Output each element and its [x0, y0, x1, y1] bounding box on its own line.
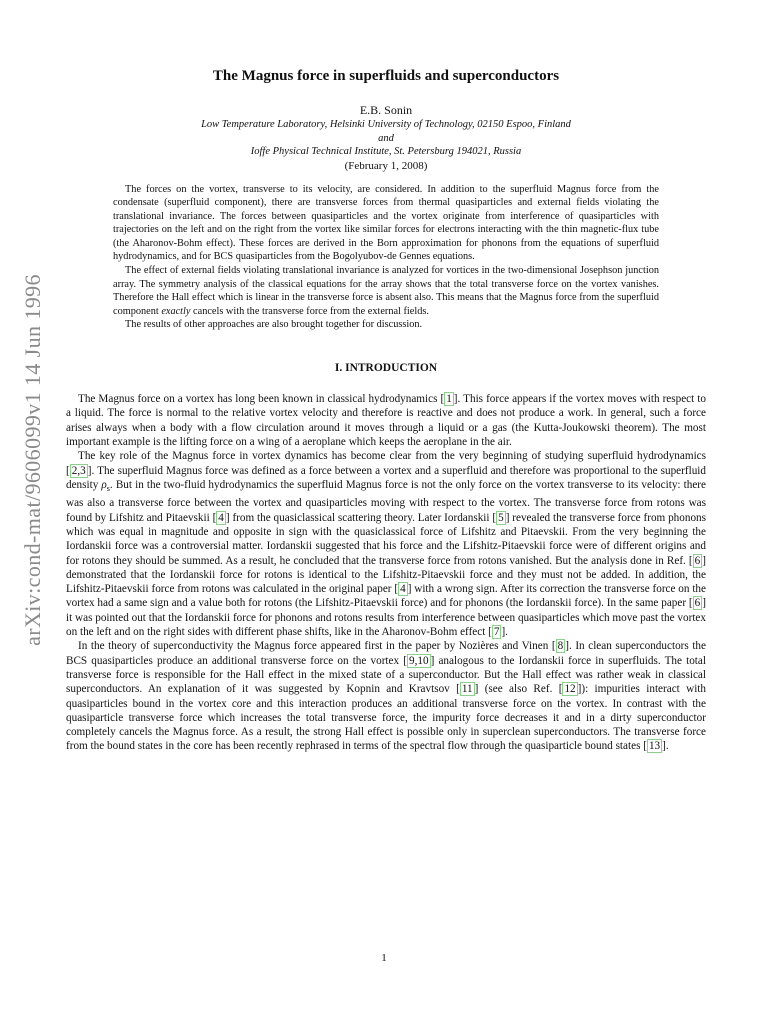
text: The Magnus force on a vortex has long been known in classical hydrodynamics [	[78, 393, 445, 406]
citation-link[interactable]: 4	[218, 511, 224, 524]
paper-page	[66, 60, 706, 754]
symbol-subscript: s	[106, 484, 110, 494]
abstract	[113, 183, 659, 333]
abstract-paragraph-1: The forces on the vortex, transverse to its velocity, are considered. In addition to the superfluid Magnus force from the condensate (superfluid component), there are transverse forces from thermal quasiparticles and external fields violating the translational invariance. The forces between quasiparticles and the vortex originate from interference of quasiparticles with trajectories on the left and on the right from the vortex like similar forces for electrons interacting with the thin magnetic-flux tube (the Aharonov-Bohm effect). These forces are derived in the Born approximation for phonons from the equations of superfluid hydrodynamics, and for BCS quasiparticles from the Bogolyubov-de Gennes equations.	[113, 183, 659, 263]
citation-link[interactable]: 2,3	[71, 464, 86, 477]
text: ] with a wrong sign. After its correction the transverse force on the vortex had a same sign and a value both for rotons (the Lifshitz-Pitaevskii force) and for phonons (the Iordanskii force). In the same paper [	[66, 583, 706, 610]
date: (February 1, 2008)	[344, 159, 428, 172]
citation-link[interactable]: 4	[400, 583, 406, 596]
paper-title: The Magnus force in superfluids and superconductors	[212, 68, 560, 84]
author: E.B. Sonin	[359, 103, 413, 117]
symbol-rho: ρ	[101, 478, 107, 491]
arxiv-sidebar-stamp	[18, 250, 48, 670]
text: ]. The superfluid Magnus force was defined as a force between a vortex and a superfluid and therefore was proportional to the superfluid density	[66, 464, 706, 491]
arxiv-identifier: arXiv:cond-mat/9606099v1 14 Jun 1996	[20, 274, 45, 646]
text: ]. This force appears if the vortex moves with respect to a liquid. The force is normal to the relative vortex velocity and therefore is reactive and does not produce a work. In general, such a force arises always when a body with a flow circulation around it moves through a liquid or a gas (the Kutta-Joukowski theorem). The most important example is the lifting force on a wing of a aeroplane which keeps the aeroplane in the air.	[66, 393, 706, 448]
citation-link[interactable]: 8	[557, 640, 564, 653]
abstract-paragraph-2	[113, 264, 659, 318]
affiliation-1: Low Temperature Laboratory, Helsinki University of Technology, 02150 Espoo, Finland	[201, 119, 571, 130]
text: ].	[501, 626, 508, 639]
text: ]): impurities interact with quasiparticles bound in the vortex core and this interaction produces an additional transverse force on the vortex. In contrast with the quasiparticle transverse force which increases the total transverse force, the impurity force decreases it and in a dirty superconductor completely cancels the Magnus force. As a result, the strong Hall effect is possible only in superclean superconductors. The transverse force from the bound states in the core has been recently rephrased in terms of the spectral flow through the quasiparticle bound states [	[66, 683, 707, 753]
citation-link[interactable]: 6	[694, 597, 701, 610]
abstract-text: cancels with the transverse force from the external fields.	[190, 305, 429, 317]
citation-link[interactable]: 7	[493, 626, 500, 639]
body-paragraph-3	[66, 639, 706, 753]
citation-link[interactable]: 1	[446, 393, 452, 406]
affiliation-and: and	[378, 132, 394, 144]
section-heading: I. INTRODUCTION	[334, 362, 438, 375]
text: ].	[662, 740, 669, 753]
text: ] it was pointed out that the Iordanskii force for phonons and rotons results from interference between quasiparticles which move past the vortex on the left and on the right sides with different phase shifts, like in the Aharonov-Bohm effect [	[66, 597, 706, 639]
text: ] revealed the transverse force from phonons which was equal in magnitude and opposite in sign with the quasiclassical force of Lifshitz and Pitaevskii. From the very beginning the Iordanskii force was a controversial matter. Iordanskii suggested that his force and the Lifshitz-Pitaevskii force were of different origins and for rotons they should be summed. As a result, he concluded that the transverse force from rotons vanished. But the analysis done in Ref. [	[66, 511, 706, 567]
text: ] demonstrated that the Iordanskii force for rotons is identical to the Lifshitz-Pitaevskii force and they must not be added. In addition, the Lifshitz-Pitaevskii force from rotons was calculated in the original paper [	[66, 554, 706, 596]
page-number: 1	[381, 952, 387, 964]
citation-link[interactable]: 9,10	[408, 654, 429, 667]
body-text	[66, 392, 706, 754]
text: ] analogous to the Iordanskii force in superfluids. The total transverse force is responsible for the Hall effect in the mixed state of a superconductor. But the Hall effect was rather weak in classical superconductors. An explanation of it was suggested by Kopnin and Kravtsov [	[66, 654, 706, 696]
citation-link[interactable]: 12	[564, 683, 576, 696]
text: The key role of the Magnus force in vortex dynamics has become clear from the very beginning of studying superfluid hydrodynamics [	[66, 450, 706, 477]
citation-link[interactable]: 13	[648, 740, 661, 753]
citation-link[interactable]: 6	[694, 554, 701, 567]
body-paragraph-1	[66, 392, 706, 449]
text: In the theory of superconductivity the Magnus force appeared first in the paper by Nozières and Vinen [	[78, 640, 556, 653]
text: ]. In clean superconductors the BCS quasiparticles produce an additional transverse force on the vortex [	[66, 640, 706, 667]
citation-link[interactable]: 5	[498, 511, 504, 524]
abstract-emphasis: exactly	[161, 305, 191, 317]
text: . But in the two-fluid hydrodynamics the superfluid Magnus force is not the only force on the vortex transverse to its velocity: there was also a transverse force between the vortex and quasiparticles moving with respect to the vortex. The transverse force from rotons was found by Lifshitz and Pitaevskii [	[66, 478, 706, 524]
affiliation-2: Ioffe Physical Technical Institute, St. Petersburg 194021, Russia	[250, 146, 522, 157]
abstract-text: The effect of external fields violating translational invariance is analyzed for vortices in the two-dimensional Josephson junction array. The symmetry analysis of the classical equations for the array shows that the total transverse force on the vortex vanishes. Therefore the Hall effect which is linear in the transverse force is absent also. This means that the Magnus force from the superfluid component	[113, 265, 659, 317]
body-paragraph-2	[66, 449, 706, 639]
text: ] (see also Ref. [	[474, 683, 563, 696]
abstract-paragraph-3: The results of other approaches are also brought together for discussion.	[125, 319, 423, 331]
citation-link[interactable]: 11	[461, 683, 473, 696]
text: ] from the quasiclassical scattering theory. Later Iordanskii [	[225, 511, 497, 524]
